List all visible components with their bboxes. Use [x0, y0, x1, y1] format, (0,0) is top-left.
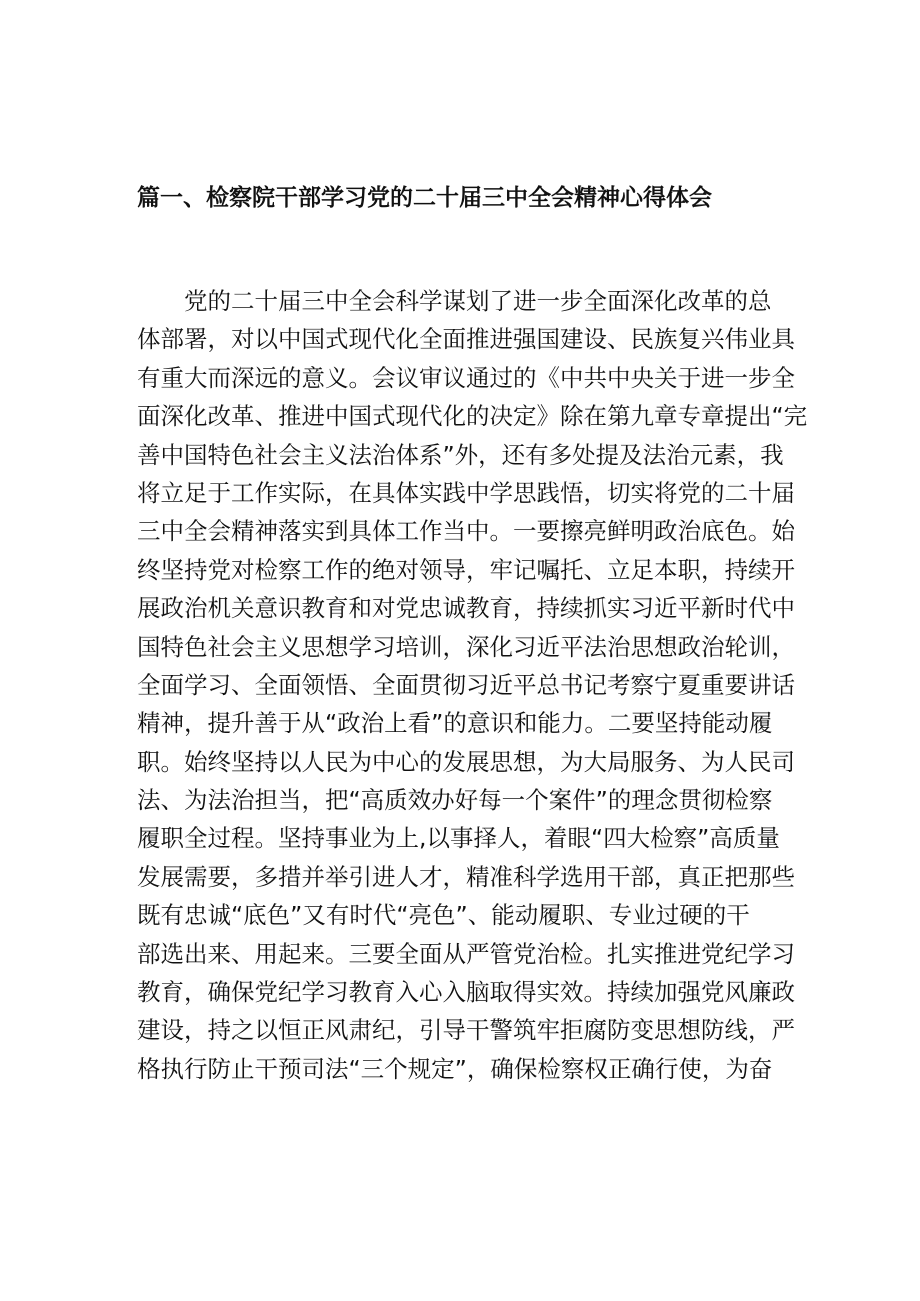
- paragraph-line: 部选出来、用起来。三要全面从严管党治检。扎实推进党纪学习: [137, 939, 795, 968]
- paragraph-line: 将立足于工作实际，在具体实践中学思践悟，切实将党的二十届: [137, 478, 795, 507]
- paragraph-line: 面深化改革、推进中国式现代化的决定》除在第九章专章提出“完: [137, 402, 808, 431]
- document-body: [137, 282, 808, 1088]
- document-title: 篇一、检察院干部学习党的二十届三中全会精神心得体会: [137, 185, 712, 211]
- paragraph-line: 教育，确保党纪学习教育入心入脑取得实效。持续加强党风廉政: [137, 978, 795, 1007]
- paragraph-line: 善中国特色社会主义法治体系”外，还有多处提及法治元素，我: [137, 440, 784, 469]
- paragraph-line: 党的二十届三中全会科学谋划了进一步全面深化改革的总: [184, 287, 772, 315]
- paragraph-line: 全面学习、全面领悟、全面贯彻习近平总书记考察宁夏重要讲话: [137, 670, 795, 699]
- paragraph-line: 有重大而深远的意义。会议审议通过的《中共中央关于进一步全: [137, 363, 795, 392]
- paragraph-line: 体部署，对以中国式现代化全面推进强国建设、民族复兴伟业具: [137, 325, 795, 354]
- paragraph-line: 发展需要，多措并举引进人才，精准科学选用干部，真正把那些: [137, 862, 795, 891]
- paragraph-line: 法、为法治担当，把“高质效办好每一个案件”的理念贯彻检察: [137, 786, 773, 815]
- paragraph-line: 履职全过程。坚持事业为上,以事择人，着眼“四大检察”高质量: [137, 824, 780, 853]
- paragraph-line: 既有忠诚“底色”又有时代“亮色”、能动履职、专业过硬的干: [137, 901, 750, 930]
- paragraph-line: 职。始终坚持以人民为中心的发展思想，为大局服务、为人民司: [137, 747, 795, 776]
- paragraph-line: 格执行防止干预司法“三个规定”，确保检察权正确行使，为奋: [137, 1054, 773, 1083]
- paragraph-line: 三中全会精神落实到具体工作当中。一要擦亮鲜明政治底色。始: [137, 517, 795, 546]
- paragraph-line: 终坚持党对检察工作的绝对领导，牢记嘱托、立足本职，持续开: [137, 555, 795, 584]
- paragraph-line: 展政治机关意识教育和对党忠诚教育，持续抓实习近平新时代中: [137, 594, 795, 623]
- paragraph-line: 精神，提升善于从“政治上看”的意识和能力。二要坚持能动履: [137, 709, 773, 738]
- paragraph-line: 国特色社会主义思想学习培训，深化习近平法治思想政治轮训，: [137, 632, 795, 661]
- paragraph-line: 建设，持之以恒正风肃纪，引导干警筑牢拒腐防变思想防线，严: [137, 1016, 795, 1045]
